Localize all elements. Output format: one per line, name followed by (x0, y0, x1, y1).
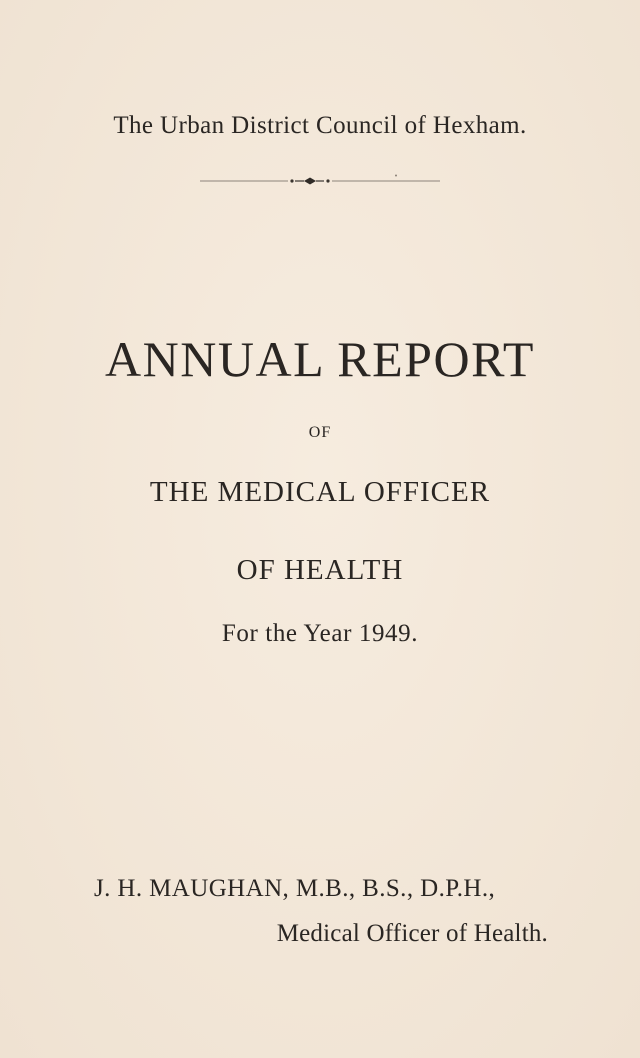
council-name: The Urban District Council of Hexham. (113, 112, 527, 139)
report-title: ANNUAL REPORT (105, 331, 535, 387)
report-period: For the Year 1949. (221, 620, 419, 647)
title-connector: OF (308, 424, 332, 441)
report-subject-line-2: OF HEALTH (236, 554, 404, 586)
author-name: J. H. MAUGHAN, M.B., B.S., D.P.H., (94, 875, 496, 902)
report-subject-line-1: THE MEDICAL OFFICER (149, 476, 491, 508)
decorative-rule-ornament (200, 174, 440, 188)
author-role: Medical Officer of Health. (276, 920, 548, 947)
